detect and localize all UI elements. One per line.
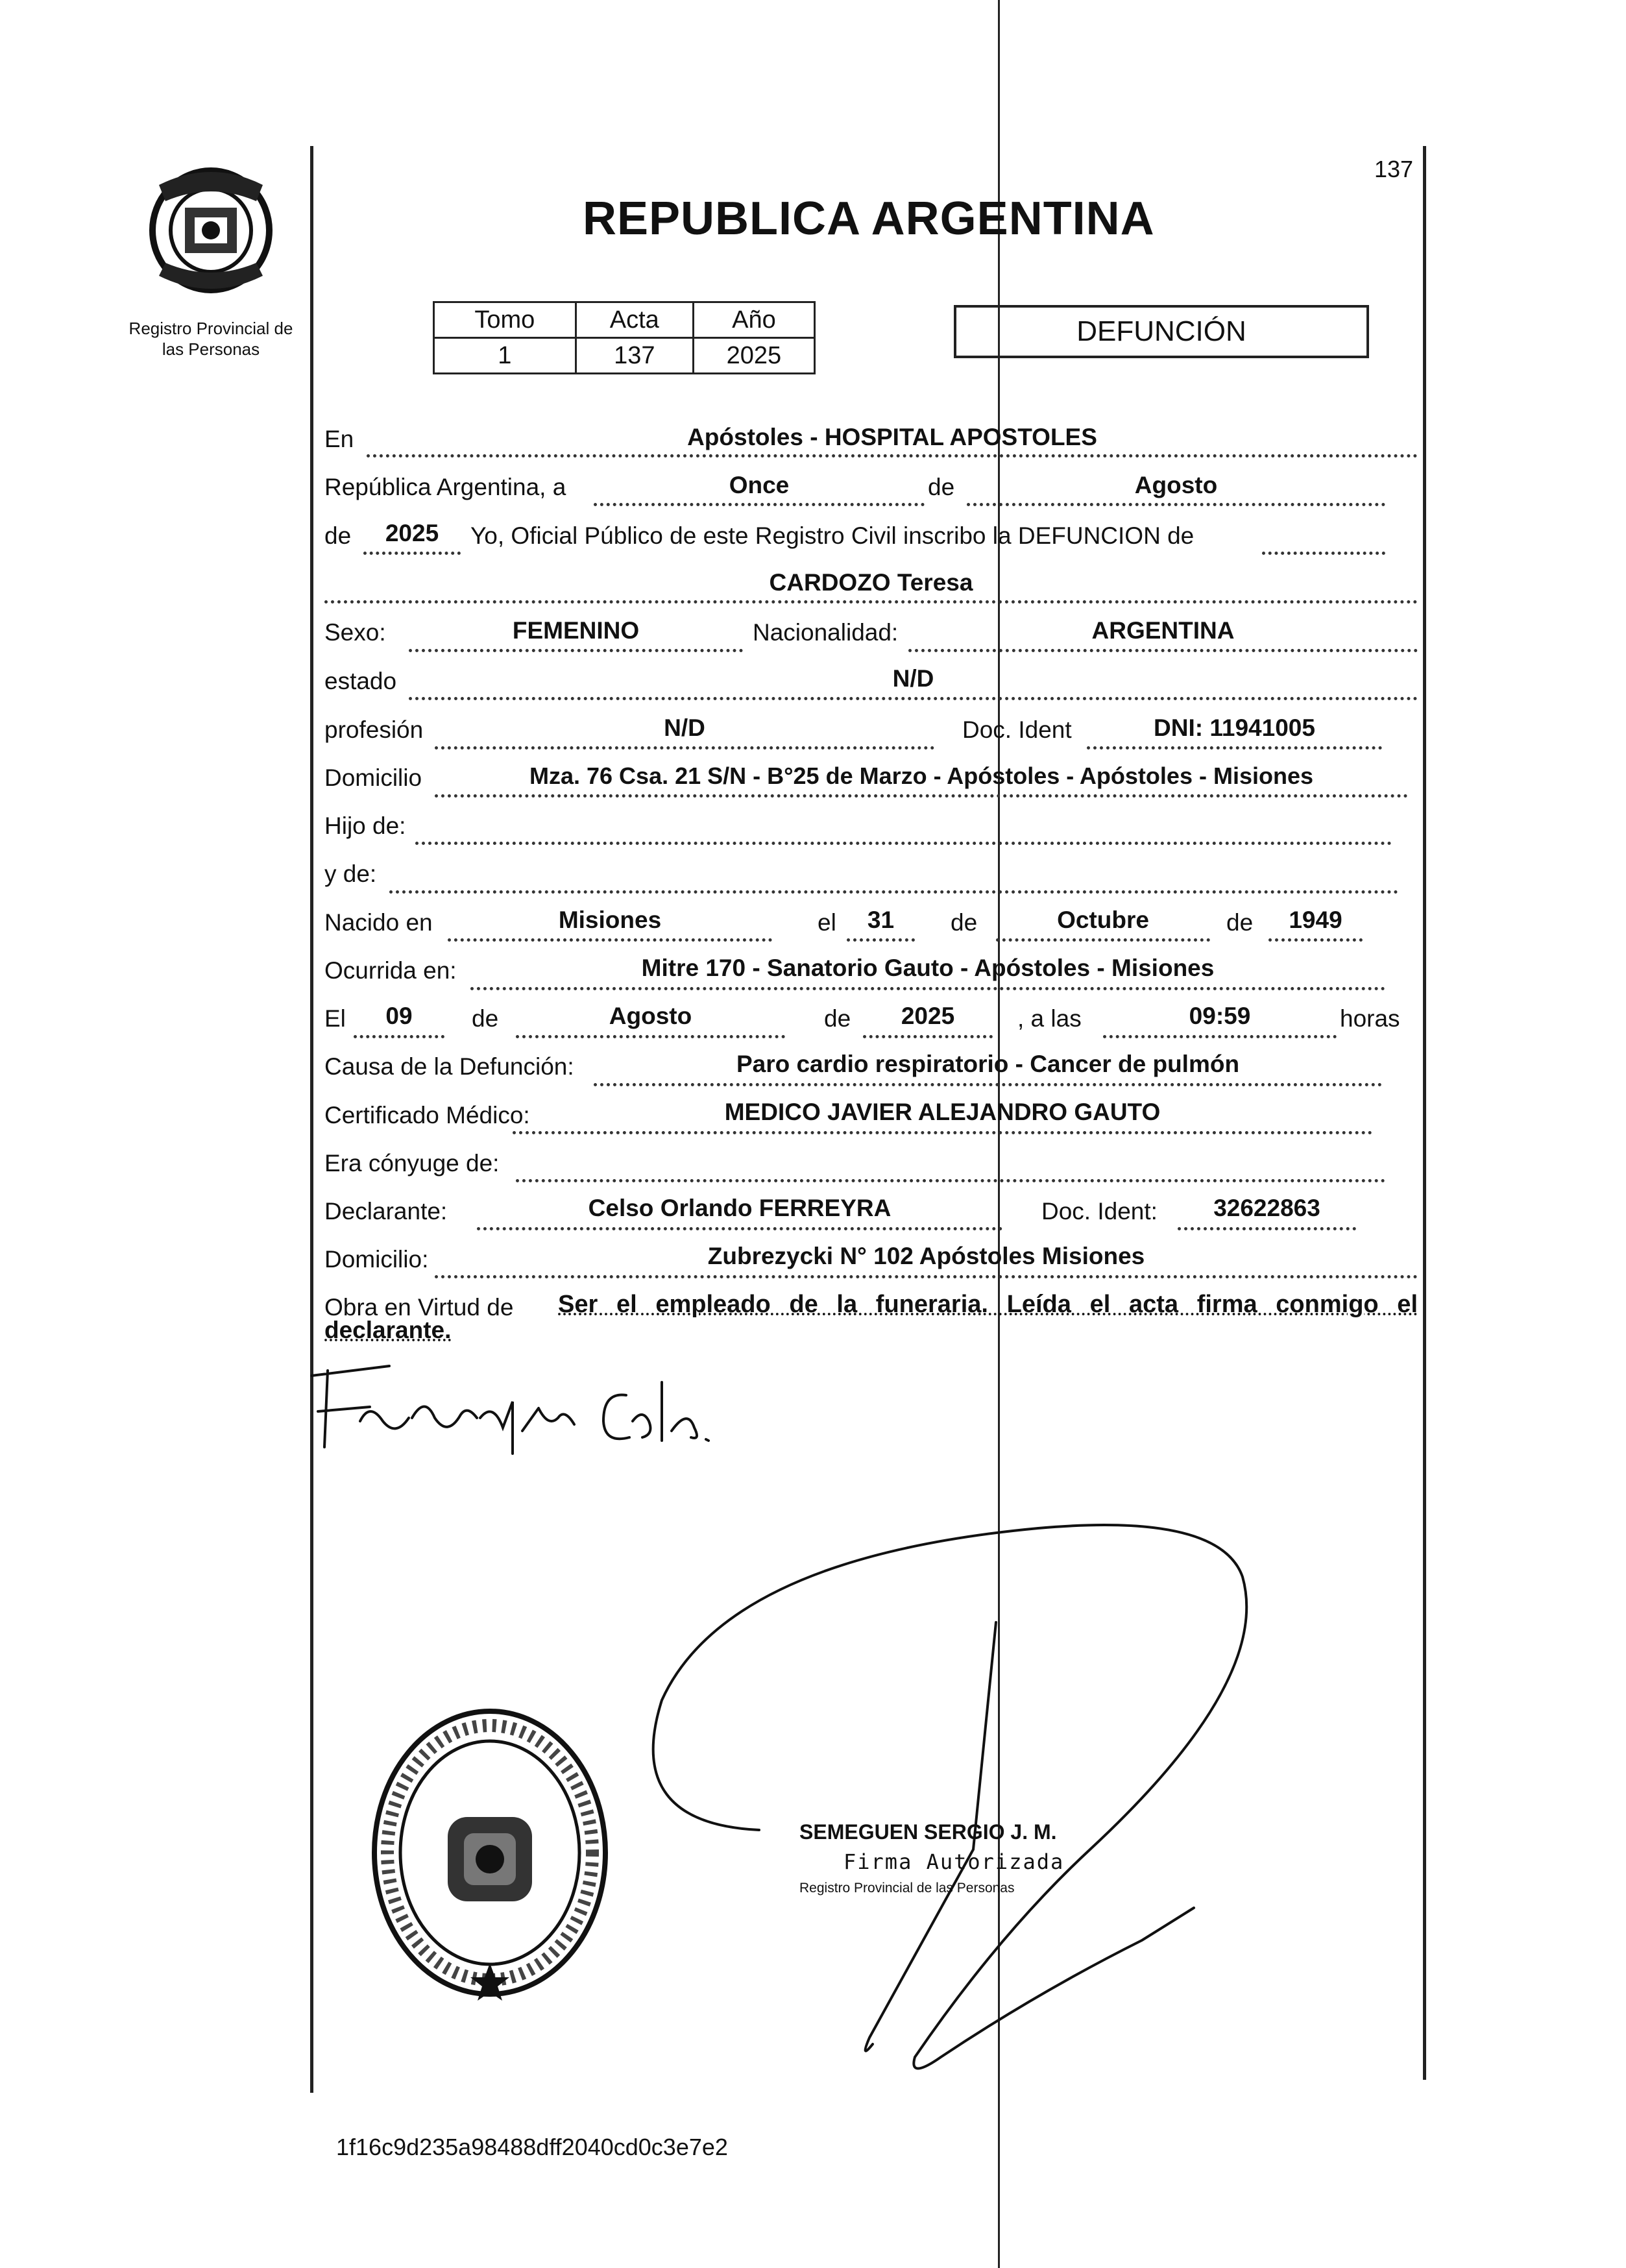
value-obra-line2: declarante. xyxy=(324,1317,452,1343)
value-sexo: FEMENINO xyxy=(512,617,640,644)
volume-value-anio: 2025 xyxy=(693,338,814,374)
label-yo: Yo, Oficial Público de este Registro Civil inscribo la DEFUNCION de xyxy=(470,522,1195,549)
volume-value-tomo: 1 xyxy=(434,338,576,374)
label-profesion: profesión xyxy=(324,716,424,743)
label-y-de: y de: xyxy=(324,860,377,887)
value-estado: N/D xyxy=(892,665,934,692)
label-de-2: de xyxy=(324,522,352,549)
label-domicilio-2: Domicilio: xyxy=(324,1246,429,1273)
label-el-2: El xyxy=(324,1005,346,1032)
value-mes: Agosto xyxy=(1134,472,1218,498)
label-republica: República Argentina, a xyxy=(324,474,566,500)
value-declarante: Celso Orlando FERREYRA xyxy=(588,1195,892,1221)
value-nombre: CARDOZO Teresa xyxy=(769,569,973,596)
label-doc-ident: Doc. Ident xyxy=(962,716,1072,743)
right-frame-line xyxy=(1423,146,1426,2080)
value-obra-line1: Ser el empleado de la funeraria. Leída el acta firma conmigo el xyxy=(558,1291,1418,1318)
label-horas: horas xyxy=(1340,1005,1400,1032)
label-certificado: Certificado Médico: xyxy=(324,1102,530,1128)
label-domicilio: Domicilio xyxy=(324,764,422,791)
label-de-1: de xyxy=(928,474,955,500)
label-obra: Obra en Virtud de xyxy=(324,1294,514,1321)
volume-table xyxy=(433,301,816,374)
value-profesion: N/D xyxy=(664,714,705,741)
label-en: En xyxy=(324,426,354,452)
label-doc-ident-2: Doc. Ident: xyxy=(1041,1198,1158,1225)
value-nacido-en: Misiones xyxy=(558,907,662,933)
label-de-5: de xyxy=(472,1005,499,1032)
label-declarante: Declarante: xyxy=(324,1198,448,1225)
value-certificado: MEDICO JAVIER ALEJANDRO GAUTO xyxy=(724,1099,1161,1125)
declarant-signature xyxy=(298,1356,714,1460)
value-def-hora: 09:59 xyxy=(1189,1003,1251,1029)
official-signature xyxy=(636,1512,1285,2083)
label-nacido-en: Nacido en xyxy=(324,909,433,936)
official-registry: Registro Provincial de las Personas xyxy=(799,1881,1015,1896)
value-def-mes: Agosto xyxy=(609,1003,692,1029)
value-declarante-doc: 32622863 xyxy=(1213,1195,1320,1221)
value-dia-letras: Once xyxy=(729,472,790,498)
volume-header-tomo: Tomo xyxy=(434,302,576,338)
value-def-dia: 09 xyxy=(385,1003,413,1029)
value-lugar: Apóstoles - HOSPITAL APOSTOLES xyxy=(687,424,1097,450)
value-nac-anio: 1949 xyxy=(1289,907,1342,933)
value-anio: 2025 xyxy=(385,520,439,546)
value-nacionalidad: ARGENTINA xyxy=(1091,617,1235,644)
value-nac-dia: 31 xyxy=(867,907,895,933)
left-frame-line xyxy=(310,146,313,2093)
value-declarante-domicilio: Zubrezycki N° 102 Apóstoles Misiones xyxy=(707,1243,1145,1269)
label-sexo: Sexo: xyxy=(324,619,386,646)
label-ocurrida-en: Ocurrida en: xyxy=(324,957,457,984)
volume-header-acta: Acta xyxy=(576,302,693,338)
value-domicilio: Mza. 76 Csa. 21 S/N - B°25 de Marzo - Apóstoles - Apóstoles - Misiones xyxy=(529,762,1313,789)
official-title: Firma Autorizada xyxy=(843,1849,1065,1874)
document-type-box xyxy=(954,305,1369,358)
value-nac-mes: Octubre xyxy=(1057,907,1149,933)
value-def-anio: 2025 xyxy=(901,1003,955,1029)
official-name: SEMEGUEN SERGIO J. M. xyxy=(799,1820,1057,1844)
label-de-4: de xyxy=(1226,909,1254,936)
label-conyuge: Era cónyuge de: xyxy=(324,1150,500,1177)
label-de-6: de xyxy=(824,1005,851,1032)
province-crest-icon xyxy=(140,165,282,302)
document-hash: 1f16c9d235a98488dff2040cd0c3e7e2 xyxy=(336,2134,728,2160)
value-dni: DNI: 11941005 xyxy=(1154,714,1315,741)
label-hijo-de: Hijo de: xyxy=(324,812,406,839)
volume-header-anio: Año xyxy=(693,302,814,338)
label-causa: Causa de la Defunción: xyxy=(324,1053,574,1080)
label-a-las: , a las xyxy=(1017,1005,1082,1032)
label-nacionalidad: Nacionalidad: xyxy=(753,619,899,646)
label-de-3: de xyxy=(951,909,978,936)
official-seal-icon xyxy=(367,1703,613,2002)
label-el: el xyxy=(818,909,836,936)
page-title: REPUBLICA ARGENTINA xyxy=(583,193,1155,245)
page-number: 137 xyxy=(1374,156,1414,182)
volume-value-acta: 137 xyxy=(576,338,693,374)
document-type: DEFUNCIÓN xyxy=(1076,315,1246,347)
registry-name: Registro Provincial de las Personas xyxy=(128,319,293,359)
value-ocurrida-en: Mitre 170 - Sanatorio Gauto - Apóstoles - Misiones xyxy=(641,955,1215,981)
value-causa: Paro cardio respiratorio - Cancer de pulmón xyxy=(736,1051,1240,1077)
label-estado: estado xyxy=(324,668,397,694)
